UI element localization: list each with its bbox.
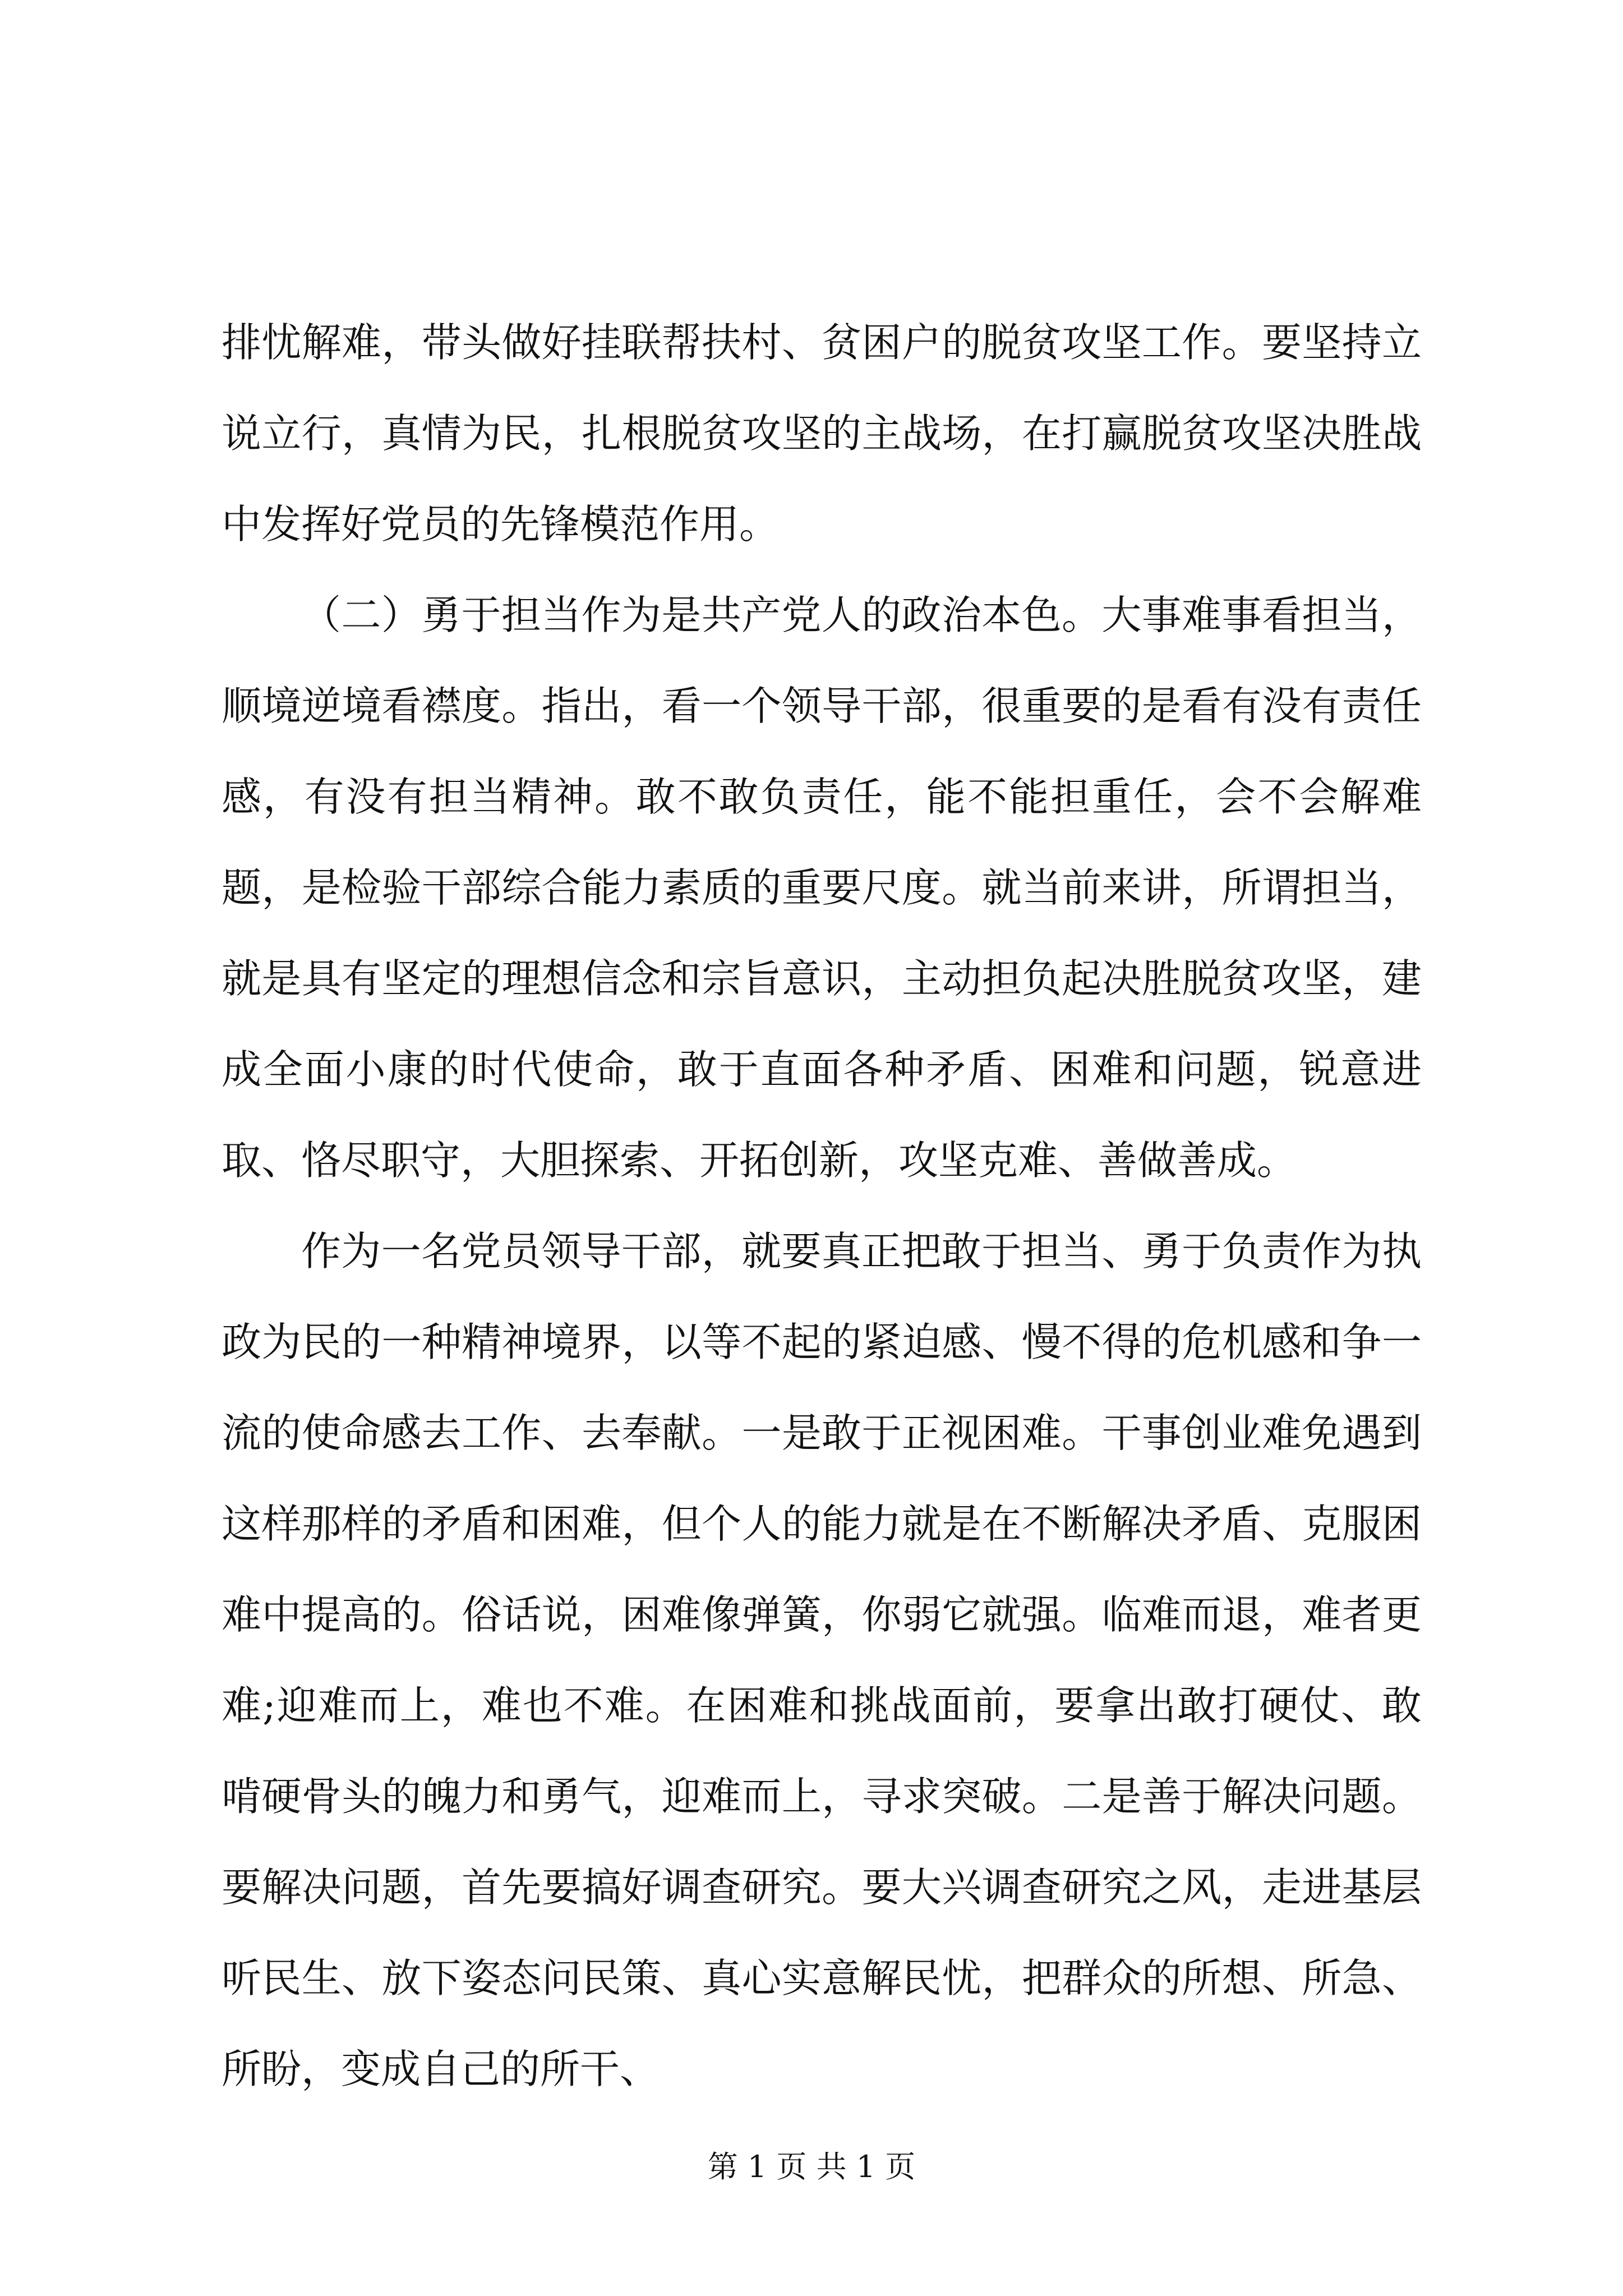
paragraph-responsibility: （二）勇于担当作为是共产党人的政治本色。大事难事看担当，顺境逆境看襟度。指出，看一个领导干部，很重要的是看有没有责任感，有没有担当精神。敢不敢负责任，能不能担重任，会不会解难题，是检验干部综合能力素质的重要尺度。就当前来讲，所谓担当，就是具有坚定的理想信念和宗旨意识，主动担负起决胜脱贫攻坚，建成全面小康的时代使命，敢于直面各种矛盾、困难和问题，锐意进取、恪尽职守，大胆探索、开拓创新，攻坚克难、善做善成。	[222, 592, 1422, 1184]
page-footer: 第 1 页 共 1 页	[707, 2149, 916, 2184]
paragraph-leadership: 作为一名党员领导干部，就要真正把敢于担当、勇于负责作为执政为民的一种精神境界，以等不起的紧迫感、慢不得的危机感和争一流的使命感去工作、去奉献。一是敢于正视困难。干事创业难免遇到这样那样的矛盾和困难，但个人的能力就是在不断解决矛盾、克服困难中提高的。俗话说，困难像弹簧，你弱它就强。临难而退，难者更难;迎难而上，难也不难。在困难和挑战面前，要拿出敢打硬仗、敢啃硬骨头的魄力和勇气，迎难而上，寻求突破。二是善于解决问题。要解决问题，首先要搞好调查研究。要大兴调查研究之风，走进基层听民生、放下姿态问民策、真心实意解民忧，把群众的所想、所急、所盼，变成自己的所干、	[222, 1228, 1422, 2092]
paragraph-continuation: 排忧解难，带头做好挂联帮扶村、贫困户的脱贫攻坚工作。要坚持立说立行，真情为民，扎根脱贫攻坚的主战场，在打赢脱贫攻坚决胜战中发挥好党员的先锋模范作用。	[222, 319, 1422, 547]
document-body	[222, 297, 1422, 2115]
